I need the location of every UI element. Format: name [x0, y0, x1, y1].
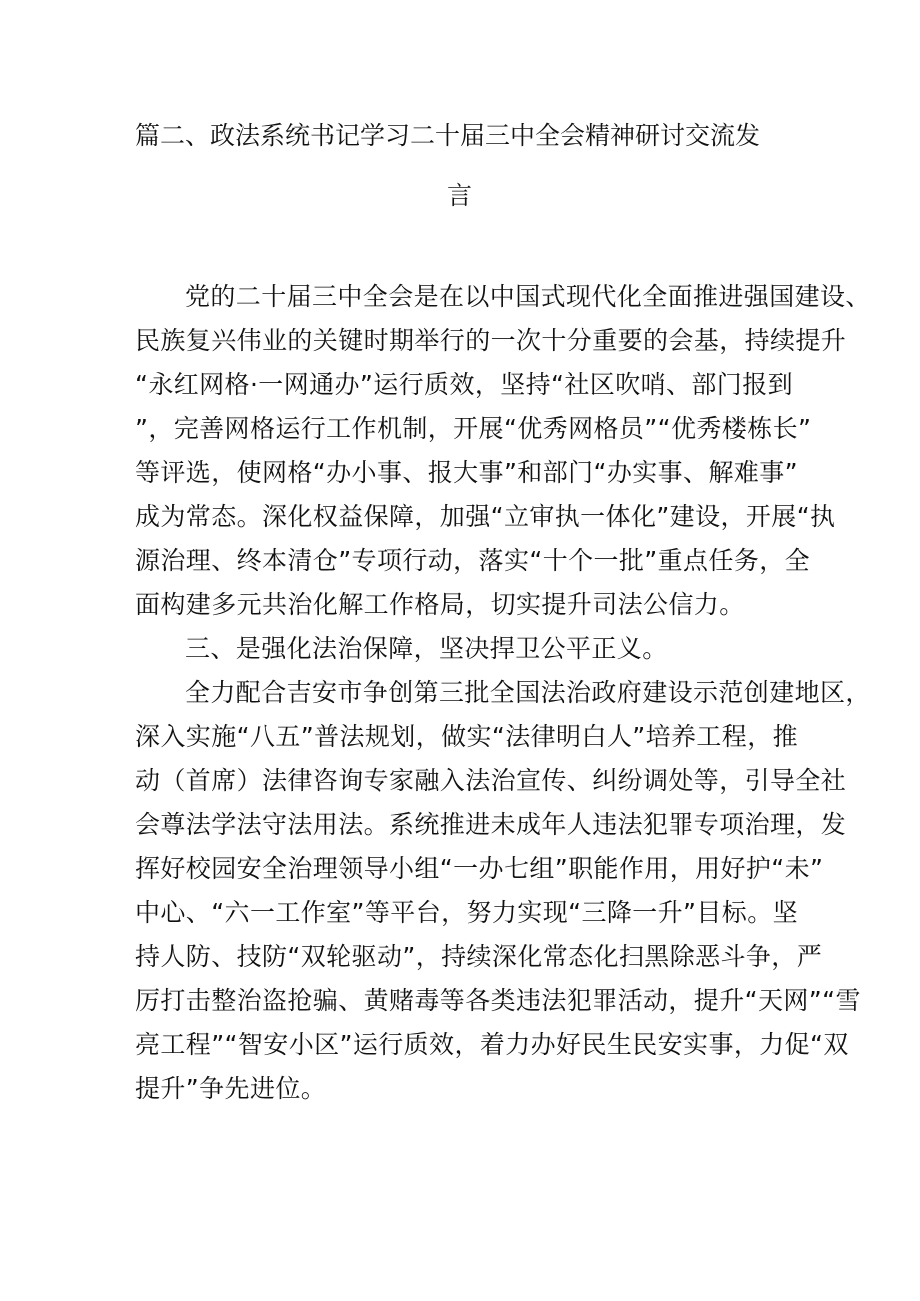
paragraph-line: 中心、“六一工作室”等平台，努力实现“三降一升”目标。坚 [135, 898, 799, 927]
paragraph-line: 成为常态。深化权益保障，加强“立审执一体化”建设，开展“执 [135, 502, 836, 531]
paragraph-line: ”，完善网格运行工作机制，开展“优秀网格员”“优秀楼栋长” [135, 414, 812, 443]
paragraph-line: 挥好校园安全治理领导小组“一办七组”职能作用，用好护“未” [135, 854, 824, 883]
document-title-line-1: 篇二、政法系统书记学习二十届三中全会精神研讨交流发 [135, 121, 761, 150]
section-heading: 三、是强化法治保障，坚决捍卫公平正义。 [185, 634, 668, 663]
paragraph-line: 深入实施“八五”普法规划，做实“法律明白人”培养工程，推 [135, 722, 799, 751]
paragraph-line: 亮工程”“智安小区”运行质效，着力办好民生民安实事，力促“双 [135, 1030, 849, 1059]
paragraph-line: 党的二十届三中全会是在以中国式现代化全面推进强国建设、 [185, 282, 871, 311]
paragraph-line: 厉打击整治盗抢骗、黄赌毒等各类违法犯罪活动，提升“天网”“雪 [135, 986, 861, 1015]
paragraph-line: 全力配合吉安市争创第三批全国法治政府建设示范创建地区， [185, 678, 871, 707]
paragraph-line: “永红网格·一网通办”运行质效，坚持“社区吹哨、部门报到 [135, 370, 794, 399]
paragraph-line: 民族复兴伟业的关键时期举行的一次十分重要的会基，持续提升 [135, 326, 847, 355]
paragraph-line: 动（首席）法律咨询专家融入法治宣传、纠纷调处等，引导全社 [135, 766, 847, 795]
paragraph-line: 持人防、技防“双轮驱动”，持续深化常态化扫黑除恶斗争，严 [135, 942, 823, 971]
paragraph-line: 等评选，使网格“办小事、报大事”和部门“办实事、解难事” [135, 458, 799, 487]
paragraph-line: 面构建多元共治化解工作格局，切实提升司法公信力。 [135, 590, 745, 619]
paragraph-line: 会尊法学法守法用法。系统推进未成年人违法犯罪专项治理，发 [135, 810, 847, 839]
paragraph-line: 源治理、终本清仓”专项行动，落实“十个一批”重点任务，全 [135, 546, 811, 575]
paragraph-line: 提升”争先进位。 [135, 1074, 327, 1103]
document-title-line-2: 言 [447, 181, 473, 210]
